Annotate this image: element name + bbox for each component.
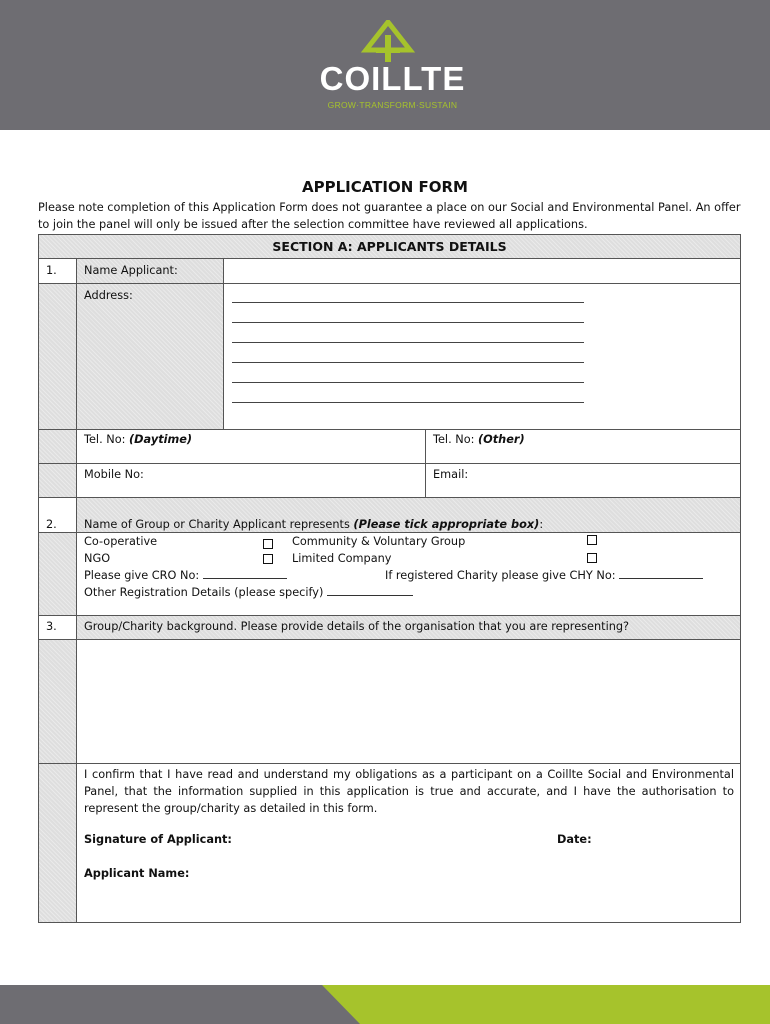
address-line xyxy=(232,362,584,363)
checkbox-ngo[interactable] xyxy=(263,554,273,564)
q2-label-cell xyxy=(76,497,741,533)
checkbox-community[interactable] xyxy=(587,535,597,545)
tel-daytime-label: Tel. No: (Daytime) xyxy=(84,433,193,446)
email-label: Email: xyxy=(433,468,469,481)
header-band xyxy=(0,0,770,130)
declaration-cell xyxy=(76,763,741,923)
cro-input[interactable] xyxy=(203,569,287,579)
address-field[interactable] xyxy=(223,283,741,430)
signature-label: Signature of Applicant: xyxy=(84,833,232,846)
background-field[interactable] xyxy=(76,639,741,764)
tree-icon xyxy=(358,20,418,62)
address-line xyxy=(232,302,584,303)
chy-label: If registered Charity please give CHY No: xyxy=(385,567,703,584)
address-line xyxy=(232,342,584,343)
applicant-name-label: Applicant Name: xyxy=(84,867,190,880)
tel-other-field[interactable] xyxy=(425,429,741,464)
address-label-cell xyxy=(76,283,224,430)
q3-number: 3. xyxy=(46,620,57,633)
checkbox-coop[interactable] xyxy=(263,539,273,549)
tel-daytime-field[interactable] xyxy=(76,429,426,464)
q2-options-spacer xyxy=(38,532,77,616)
tel-spacer-cell xyxy=(38,429,77,464)
date-label: Date: xyxy=(557,833,592,846)
brand-tagline: GROW·TRANSFORM·SUSTAIN xyxy=(327,100,458,110)
q3-label-cell xyxy=(76,615,741,640)
other-reg-label: Other Registration Details (please specify) xyxy=(84,584,413,601)
name-applicant-label: Name Applicant: xyxy=(84,264,178,277)
option-community-label: Community & Voluntary Group xyxy=(292,535,466,548)
footer-band xyxy=(0,985,770,1024)
tel-other-label: Tel. No: (Other) xyxy=(433,433,525,446)
q1-number-cell xyxy=(38,258,77,284)
q2-number-cell xyxy=(38,497,77,533)
q2-options-cell xyxy=(76,532,741,616)
coillte-logo xyxy=(300,20,485,115)
cro-label: Please give CRO No: xyxy=(84,567,287,584)
chy-input[interactable] xyxy=(619,569,703,579)
q3-number-cell xyxy=(38,615,77,640)
address-label: Address: xyxy=(84,289,133,302)
mobile-spacer-cell xyxy=(38,463,77,498)
mobile-field[interactable] xyxy=(76,463,426,498)
email-field[interactable] xyxy=(425,463,741,498)
address-line xyxy=(232,382,584,383)
section-a-header xyxy=(38,234,741,259)
form-title: APPLICATION FORM xyxy=(301,178,468,196)
name-label-cell xyxy=(76,258,224,284)
declaration-spacer-cell xyxy=(38,763,77,923)
address-line xyxy=(232,322,584,323)
other-reg-input[interactable] xyxy=(327,586,413,596)
section-a-title: SECTION A: APPLICANTS DETAILS xyxy=(272,239,507,254)
q3-spacer-cell xyxy=(38,639,77,764)
option-ngo-label: NGO xyxy=(84,552,111,565)
q2-label: Name of Group or Charity Applicant represents (Please tick appropriate box): xyxy=(84,518,544,531)
declaration-text: I confirm that I have read and understand my obligations as a participant on a Coillte Social and Environmental Panel, that the information supplied in this application is true and accurate, and I have the authorisation to represent the group/charity as detailed in this form. xyxy=(84,768,734,815)
address-spacer-cell xyxy=(38,283,77,430)
option-coop-label: Co-operative xyxy=(84,535,158,548)
checkbox-limited[interactable] xyxy=(587,553,597,563)
mobile-label: Mobile No: xyxy=(84,468,144,481)
q1-number: 1. xyxy=(46,264,57,277)
brand-name: COILLTE xyxy=(319,60,466,97)
name-applicant-field[interactable] xyxy=(223,258,741,284)
option-limited-label: Limited Company xyxy=(292,552,392,565)
q3-label: Group/Charity background. Please provide details of the organisation that you are representing? xyxy=(84,620,630,633)
q2-number: 2. xyxy=(46,518,57,531)
intro-text: Please note completion of this Application Form does not guarantee a place on our Social and Environmental Panel. An offer to join the panel will only be issued after the selection committee have reviewed all applications. xyxy=(38,201,741,231)
address-line xyxy=(232,402,584,403)
